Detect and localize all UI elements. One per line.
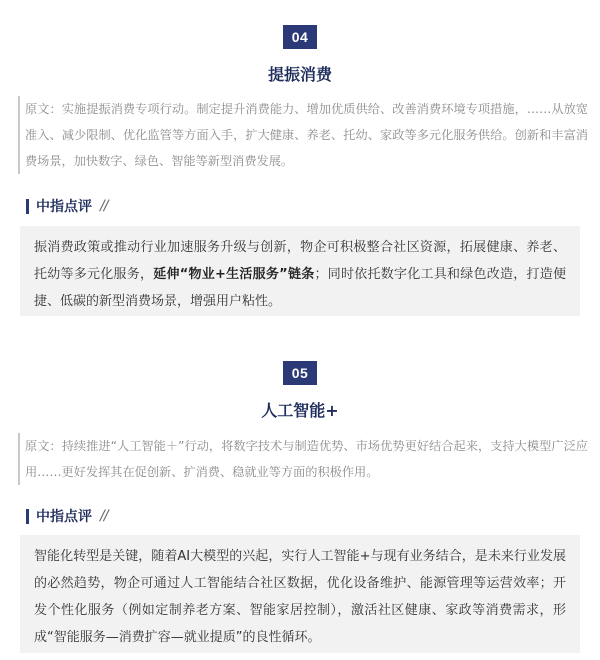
commentary-label: 中指点评 — [36, 199, 92, 215]
heading-bar — [26, 509, 29, 524]
commentary-heading — [26, 196, 107, 216]
section-title: 人工智能+ — [261, 401, 339, 420]
commentary-box: 智能化转型是关键，随着AI大模型的兴起，实行人工智能+与现有业务结合，是未来行业发展的必然趋势，物企可通过人工智能结合社区数据，优化设备维护、能源管理等运营效率；开发个性化服务（例如定制养老方案、智能家居控制），激活社区健康、家政等消费需求，形成“智能服务—消费扩容—就业提质”的良性循环。 — [20, 535, 580, 653]
original-text-quote: 原文：持续推进“人工智能＋”行动，将数字技术与制造优势、市场优势更好结合起来，支持大模型广泛应用……更好发挥其在促创新、扩消费、稳就业等方面的积极作用。 — [18, 433, 588, 485]
slashes-decoration: // — [100, 508, 108, 524]
section-title: 提振消费 — [267, 65, 332, 84]
commentary-label: 中指点评 — [36, 509, 92, 525]
heading-bar — [26, 199, 29, 214]
commentary-text-part1: 振消费政策或推动行业加速服务升级与创新，物企可积极整合社区资源，拓展健康、养老、托幼等多元化服务， — [34, 240, 566, 282]
commentary-text-bold: 延伸“物业+生活服务”链条 — [153, 267, 315, 282]
commentary-heading — [26, 506, 107, 526]
section-number-badge: 05 — [283, 361, 317, 385]
commentary-box — [20, 226, 580, 316]
slashes-decoration: // — [100, 198, 108, 214]
commentary-text-part2: ；同时依托数字化工具和绿色改造，打造便捷、低碳的新型消费场景，增强用户粘性。 — [34, 267, 566, 309]
original-text-quote: 原文：实施提振消费专项行动。制定提升消费能力、增加优质供给、改善消费环境专项措施，……从放宽准入、减少限制、优化监管等方面入手，扩大健康、养老、托幼、家政等多元化服务供给。创新和丰富消费场景，加快数字、绿色、智能等新型消费发展。 — [18, 96, 588, 174]
section-number-badge: 04 — [283, 25, 317, 49]
